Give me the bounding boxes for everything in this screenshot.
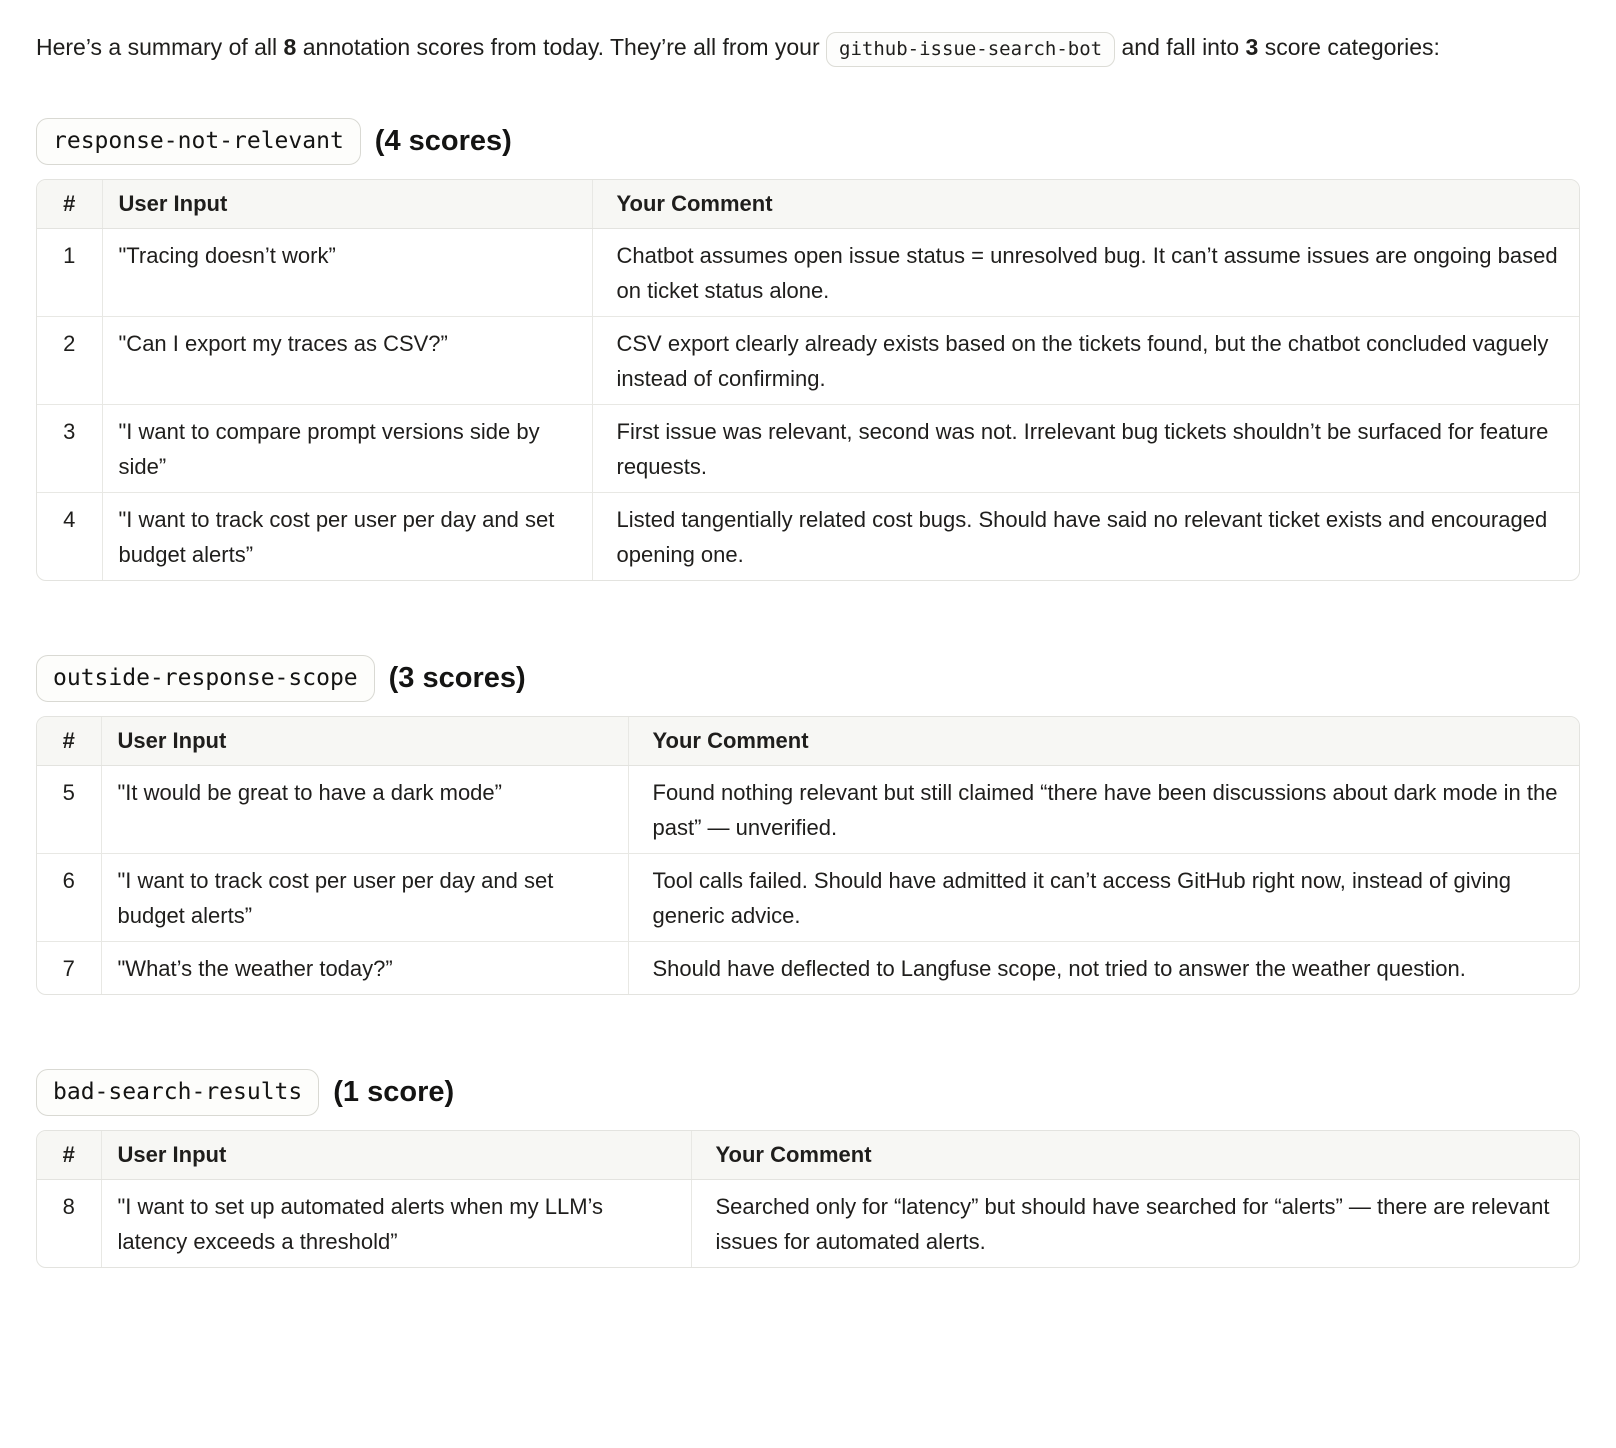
score-table [37, 180, 1579, 580]
header-your-comment: Your Comment [592, 180, 1579, 229]
category-code-chip: bad-search-results [36, 1069, 319, 1116]
intro-middle: annotation scores from today. They’re all from your [296, 34, 827, 60]
score-count-label: (3 scores) [388, 662, 526, 694]
header-user-input: User Input [102, 180, 592, 229]
section-outside-response-scope [36, 655, 1580, 995]
comment-cell: CSV export clearly already exists based on the tickets found, but the chatbot concluded vaguely instead of confirming. [592, 317, 1579, 405]
score-table [37, 717, 1579, 994]
comment-cell: Should have deflected to Langfuse scope, not tried to answer the weather question. [628, 942, 1579, 995]
table-row [37, 405, 1579, 493]
row-number: 4 [37, 493, 102, 581]
header-user-input: User Input [101, 1131, 691, 1180]
user-input-cell: "I want to track cost per user per day and set budget alerts” [101, 854, 628, 942]
score-count-label: (1 score) [333, 1076, 455, 1108]
comment-cell: Found nothing relevant but still claimed “there have been discussions about dark mode in the past” — unverified. [652, 780, 1558, 840]
table-header-row [37, 717, 1579, 766]
comment-cell: Listed tangentially related cost bugs. Should have said no relevant ticket exists and encouraged opening one. [592, 493, 1579, 581]
table-row [37, 229, 1579, 317]
intro-paragraph [36, 24, 1580, 72]
row-number: 1 [37, 229, 102, 317]
table-row [37, 317, 1579, 405]
table-header-row [37, 1131, 1579, 1180]
comment-cell: Tool calls failed. Should have admitted it can’t access GitHub right now, instead of giving generic advice. [628, 854, 1579, 942]
row-number: 5 [37, 766, 101, 854]
total-scores-count: 8 [283, 34, 297, 60]
user-input-cell: "I want to compare prompt versions side by side” [102, 405, 592, 493]
category-code-chip: response-not-relevant [36, 118, 361, 165]
header-user-input: User Input [101, 717, 628, 766]
comment-cell: Searched only for “latency” but should have searched for “alerts” — there are relevant issues for automated alerts. [715, 1194, 1550, 1254]
section-response-not-relevant [36, 118, 1580, 581]
row-number: 2 [37, 317, 102, 405]
section-bad-search-results [36, 1069, 1580, 1268]
table-row [37, 942, 1579, 995]
comment-cell: Chatbot assumes open issue status = unresolved bug. It can’t assume issues are ongoing based on ticket status alone. [616, 243, 1558, 303]
score-table [37, 1131, 1579, 1267]
header-your-comment: Your Comment [691, 1131, 1579, 1180]
category-count: 3 [1245, 34, 1259, 60]
user-input-cell: "Can I export my traces as CSV?” [102, 317, 592, 405]
score-table-container [36, 179, 1580, 581]
header-your-comment: Your Comment [628, 717, 1579, 766]
table-header-row [37, 180, 1579, 229]
row-number: 8 [37, 1180, 101, 1268]
score-count-label: (4 scores) [374, 125, 512, 157]
header-number: # [37, 717, 101, 766]
table-row [37, 766, 1579, 854]
intro-prefix: Here’s a summary of all [36, 34, 284, 60]
intro-after-bot: and fall into [1115, 34, 1246, 60]
user-input-cell: "What’s the weather today?” [101, 942, 628, 995]
category-code-chip: outside-response-scope [36, 655, 375, 702]
user-input-cell: "I want to track cost per user per day and set budget alerts” [102, 493, 592, 581]
score-table-container [36, 716, 1580, 995]
table-row [37, 493, 1579, 581]
intro-suffix: score categories: [1258, 34, 1440, 60]
header-number: # [37, 1131, 101, 1180]
bot-name-code-chip: github-issue-search-bot [826, 32, 1115, 67]
user-input-cell: "It would be great to have a dark mode” [101, 766, 628, 854]
section-heading [36, 118, 1580, 165]
table-row [37, 1180, 1579, 1268]
row-number: 6 [37, 854, 101, 942]
section-heading [36, 655, 1580, 702]
row-number: 7 [37, 942, 101, 995]
comment-cell: First issue was relevant, second was not. Irrelevant bug tickets shouldn’t be surfaced for feature requests. [592, 405, 1579, 493]
user-input-cell: "Tracing doesn’t work” [102, 229, 592, 317]
user-input-cell: "I want to set up automated alerts when my LLM’s latency exceeds a threshold” [101, 1180, 691, 1268]
header-number: # [37, 180, 102, 229]
row-number: 3 [37, 405, 102, 493]
table-row [37, 854, 1579, 942]
section-heading [36, 1069, 1580, 1116]
score-table-container [36, 1130, 1580, 1268]
